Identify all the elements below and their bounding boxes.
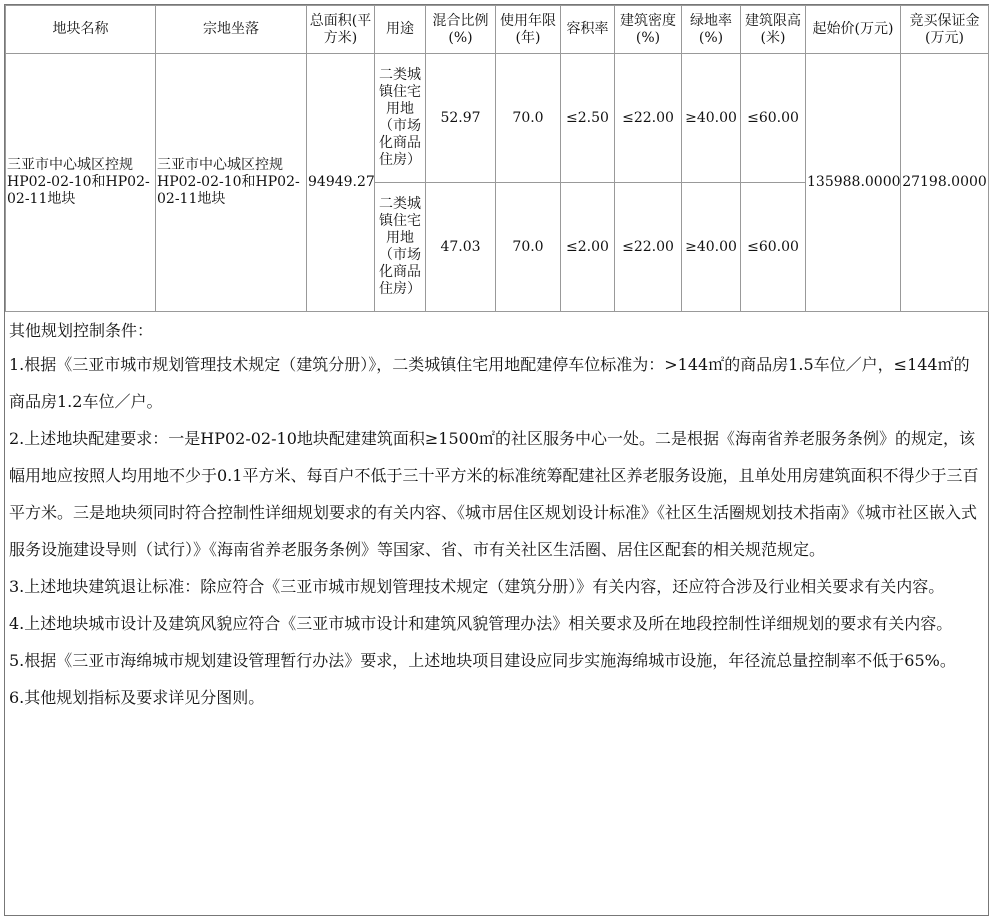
use-cell: 二类城镇住宅用地（市场化商品住房） [375, 54, 426, 183]
header-start-price: 起始价(万元) [806, 6, 901, 54]
header-deposit: 竞买保证金(万元) [901, 6, 989, 54]
height-cell: ≤60.00 [741, 54, 806, 183]
header-parcel-name: 地块名称 [6, 6, 156, 54]
header-mix-ratio: 混合比例(%) [426, 6, 496, 54]
header-row [6, 6, 989, 54]
header-height: 建筑限高(米) [741, 6, 806, 54]
start-price-cell: 135988.0000 [806, 54, 901, 312]
term-cell: 70.0 [496, 54, 561, 183]
header-total-area: 总面积(平方米) [307, 6, 375, 54]
mix-ratio-cell: 52.97 [426, 54, 496, 183]
green-cell: ≥40.00 [682, 54, 741, 183]
term-cell: 70.0 [496, 183, 561, 312]
total-area-cell: 94949.27 [307, 54, 375, 312]
conditions-title: 其他规划控制条件： [9, 321, 154, 340]
header-green: 绿地率(%) [682, 6, 741, 54]
land-parcel-table [5, 5, 989, 312]
condition-item: 6.其他规划指标及要求详见分图则。 [9, 688, 265, 707]
condition-item: 1.根据《三亚市城市规划管理技术规定（建筑分册）》，二类城镇住宅用地配建停车位标准为：>144㎡的商品房1.5车位／户，≤144㎡的商品房1.2车位／户。 [9, 355, 970, 411]
table-row [6, 54, 989, 183]
header-far: 容积率 [561, 6, 615, 54]
condition-item: 5.根据《三亚市海绵城市规划建设管理暂行办法》要求，上述地块项目建设应同步实施海绵城市设施，年径流总量控制率不低于65%。 [9, 651, 956, 670]
land-parcel-sheet [4, 4, 989, 916]
green-cell: ≥40.00 [682, 183, 741, 312]
header-term: 使用年限(年) [496, 6, 561, 54]
density-cell: ≤22.00 [615, 183, 682, 312]
planning-conditions [5, 312, 988, 716]
condition-item: 3.上述地块建筑退让标准：除应符合《三亚市城市规划管理技术规定（建筑分册）》有关内容，还应符合涉及行业相关要求有关内容。 [9, 577, 945, 596]
deposit-cell: 27198.0000 [901, 54, 989, 312]
header-density: 建筑密度(%) [615, 6, 682, 54]
parcel-location-cell: 三亚市中心城区控规HP02-02-10和HP02-02-11地块 [156, 54, 307, 312]
condition-item: 2.上述地块配建要求：一是HP02-02-10地块配建建筑面积≥1500㎡的社区服务中心一处。二是根据《海南省养老服务条例》的规定，该幅用地应按照人均用地不少于0.1平方米、每百户不低于三十平方米的标准统筹配建社区养老服务设施，且单处用房建筑面积不得少于三百平方米。三是地块须同时符合控制性详细规划要求的有关内容、《城市居住区规划设计标准》《社区生活圈规划技术指南》《城市社区嵌入式服务设施建设导则（试行）》《海南省养老服务条例》等国家、省、市有关社区生活圈、居住区配套的相关规范规定。 [9, 429, 979, 559]
use-cell: 二类城镇住宅用地（市场化商品住房） [375, 183, 426, 312]
far-cell: ≤2.50 [561, 54, 615, 183]
header-location: 宗地坐落 [156, 6, 307, 54]
mix-ratio-cell: 47.03 [426, 183, 496, 312]
height-cell: ≤60.00 [741, 183, 806, 312]
far-cell: ≤2.00 [561, 183, 615, 312]
parcel-name-cell: 三亚市中心城区控规HP02-02-10和HP02-02-11地块 [6, 54, 156, 312]
condition-item: 4.上述地块城市设计及建筑风貌应符合《三亚市城市设计和建筑风貌管理办法》相关要求及所在地段控制性详细规划的要求有关内容。 [9, 614, 953, 633]
header-use: 用途 [375, 6, 426, 54]
density-cell: ≤22.00 [615, 54, 682, 183]
